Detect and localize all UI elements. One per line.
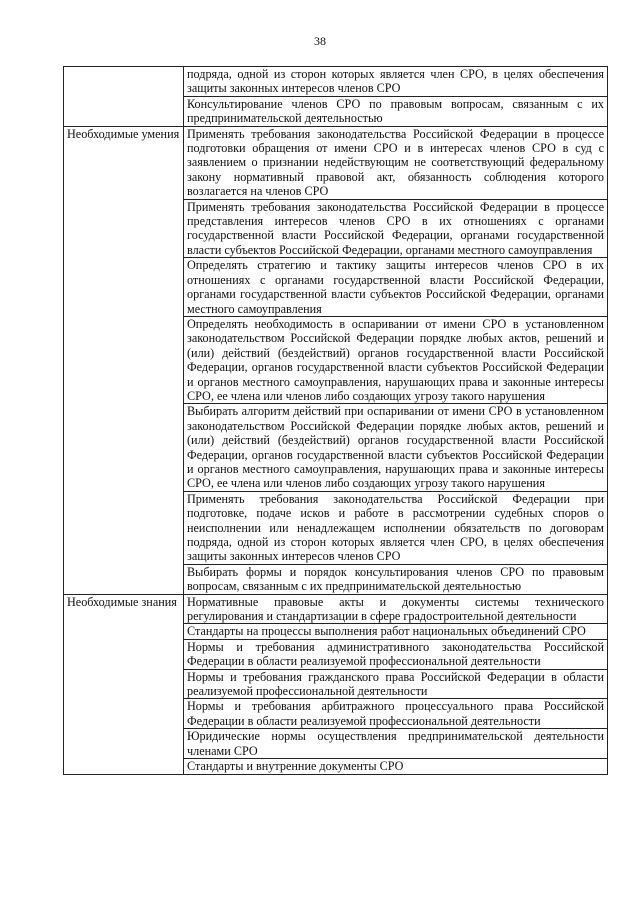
requirements-table	[63, 66, 608, 775]
requirement-cell: Нормативные правовые акты и документы системы технического регулирования и стандартизации в сфере градостроительной деятельности	[184, 594, 608, 624]
requirement-cell: Нормы и требования административного законодательства Российской Федерации в области реализуемой профессиональной деятельности	[184, 639, 608, 669]
requirement-cell: Юридические нормы осуществления предпринимательской деятельности членами СРО	[184, 729, 608, 759]
requirement-cell: Выбирать формы и порядок консультирования членов СРО по правовым вопросам, связанным с их предпринимательской деятельностью	[184, 564, 608, 594]
requirement-cell: Нормы и требования гражданского права Российской Федерации в области реализуемой профессиональной деятельности	[184, 669, 608, 699]
page-number: 38	[314, 34, 326, 48]
table-row	[64, 126, 608, 199]
table-row	[64, 594, 608, 624]
section-heading-cell	[64, 67, 184, 127]
table-body	[64, 67, 608, 775]
requirement-cell: Стандарты на процессы выполнения работ национальных объединений СРО	[184, 624, 608, 639]
requirement-cell: Определять стратегию и тактику защиты интересов членов СРО в их отношениях с органами государственной власти Российской Федерации, органами государственной власти субъектов Российской Федерации, органами местного самоуправления	[184, 258, 608, 317]
requirement-cell: подряда, одной из сторон которых является член СРО, в целях обеспечения защиты законных интересов членов СРО	[184, 67, 608, 97]
requirement-cell: Определять необходимость в оспаривании от имени СРО в установленном законодательством Российской Федерации порядке любых актов, решений и (или) действий (бездействий) органов государственной власти Российской Федерации, органов государственной власти субъектов Российской Федерации и органов местного самоуправления, нарушающих права и законные интересы СРО, ее члена или членов либо создающих угрозу такого нарушения	[184, 316, 608, 403]
requirement-cell: Применять требования законодательства Российской Федерации при подготовке, подаче исков и работе в рассмотрении судебных споров о неисполнении или ненадлежащем исполнении обязательств по договорам подряда, одной из сторон которых является член СРО, в целях обеспечения защиты законных интересов членов СРО	[184, 491, 608, 564]
requirement-cell: Выбирать алгоритм действий при оспаривании от имени СРО в установленном законодательством Российской Федерации порядке любых актов, решений и (или) действий (бездействий) органов государственной власти Российской Федерации, органов государственной власти субъектов Российской Федерации и органов местного самоуправления, нарушающих права и законные интересы СРО, ее члена или членов либо создающих угрозу такого нарушения	[184, 404, 608, 491]
section-heading-cell: Необходимые умения	[64, 126, 184, 594]
requirement-cell: Применять требования законодательства Российской Федерации в процессе представления интересов членов СРО в их отношениях с органами государственной власти Российской Федерации, органами государственной власти субъектов Российской Федерации, органами местного самоуправления	[184, 199, 608, 258]
section-heading-cell: Необходимые знания	[64, 594, 184, 774]
requirement-cell: Консультирование членов СРО по правовым вопросам, связанным с их предпринимательской деятельностью	[184, 96, 608, 126]
table-row	[64, 67, 608, 97]
requirement-cell: Применять требования законодательства Российской Федерации в процессе подготовки обращения от имени СРО и в интересах членов СРО в суд с заявлением о признании недействующим не соответствующий федеральному закону нормативный правовой акт, обязанность соблюдения которого возлагается на членов СРО	[184, 126, 608, 199]
requirement-cell: Стандарты и внутренние документы СРО	[184, 759, 608, 774]
requirement-cell: Нормы и требования арбитражного процессуального права Российской Федерации в области реализуемой профессиональной деятельности	[184, 699, 608, 729]
